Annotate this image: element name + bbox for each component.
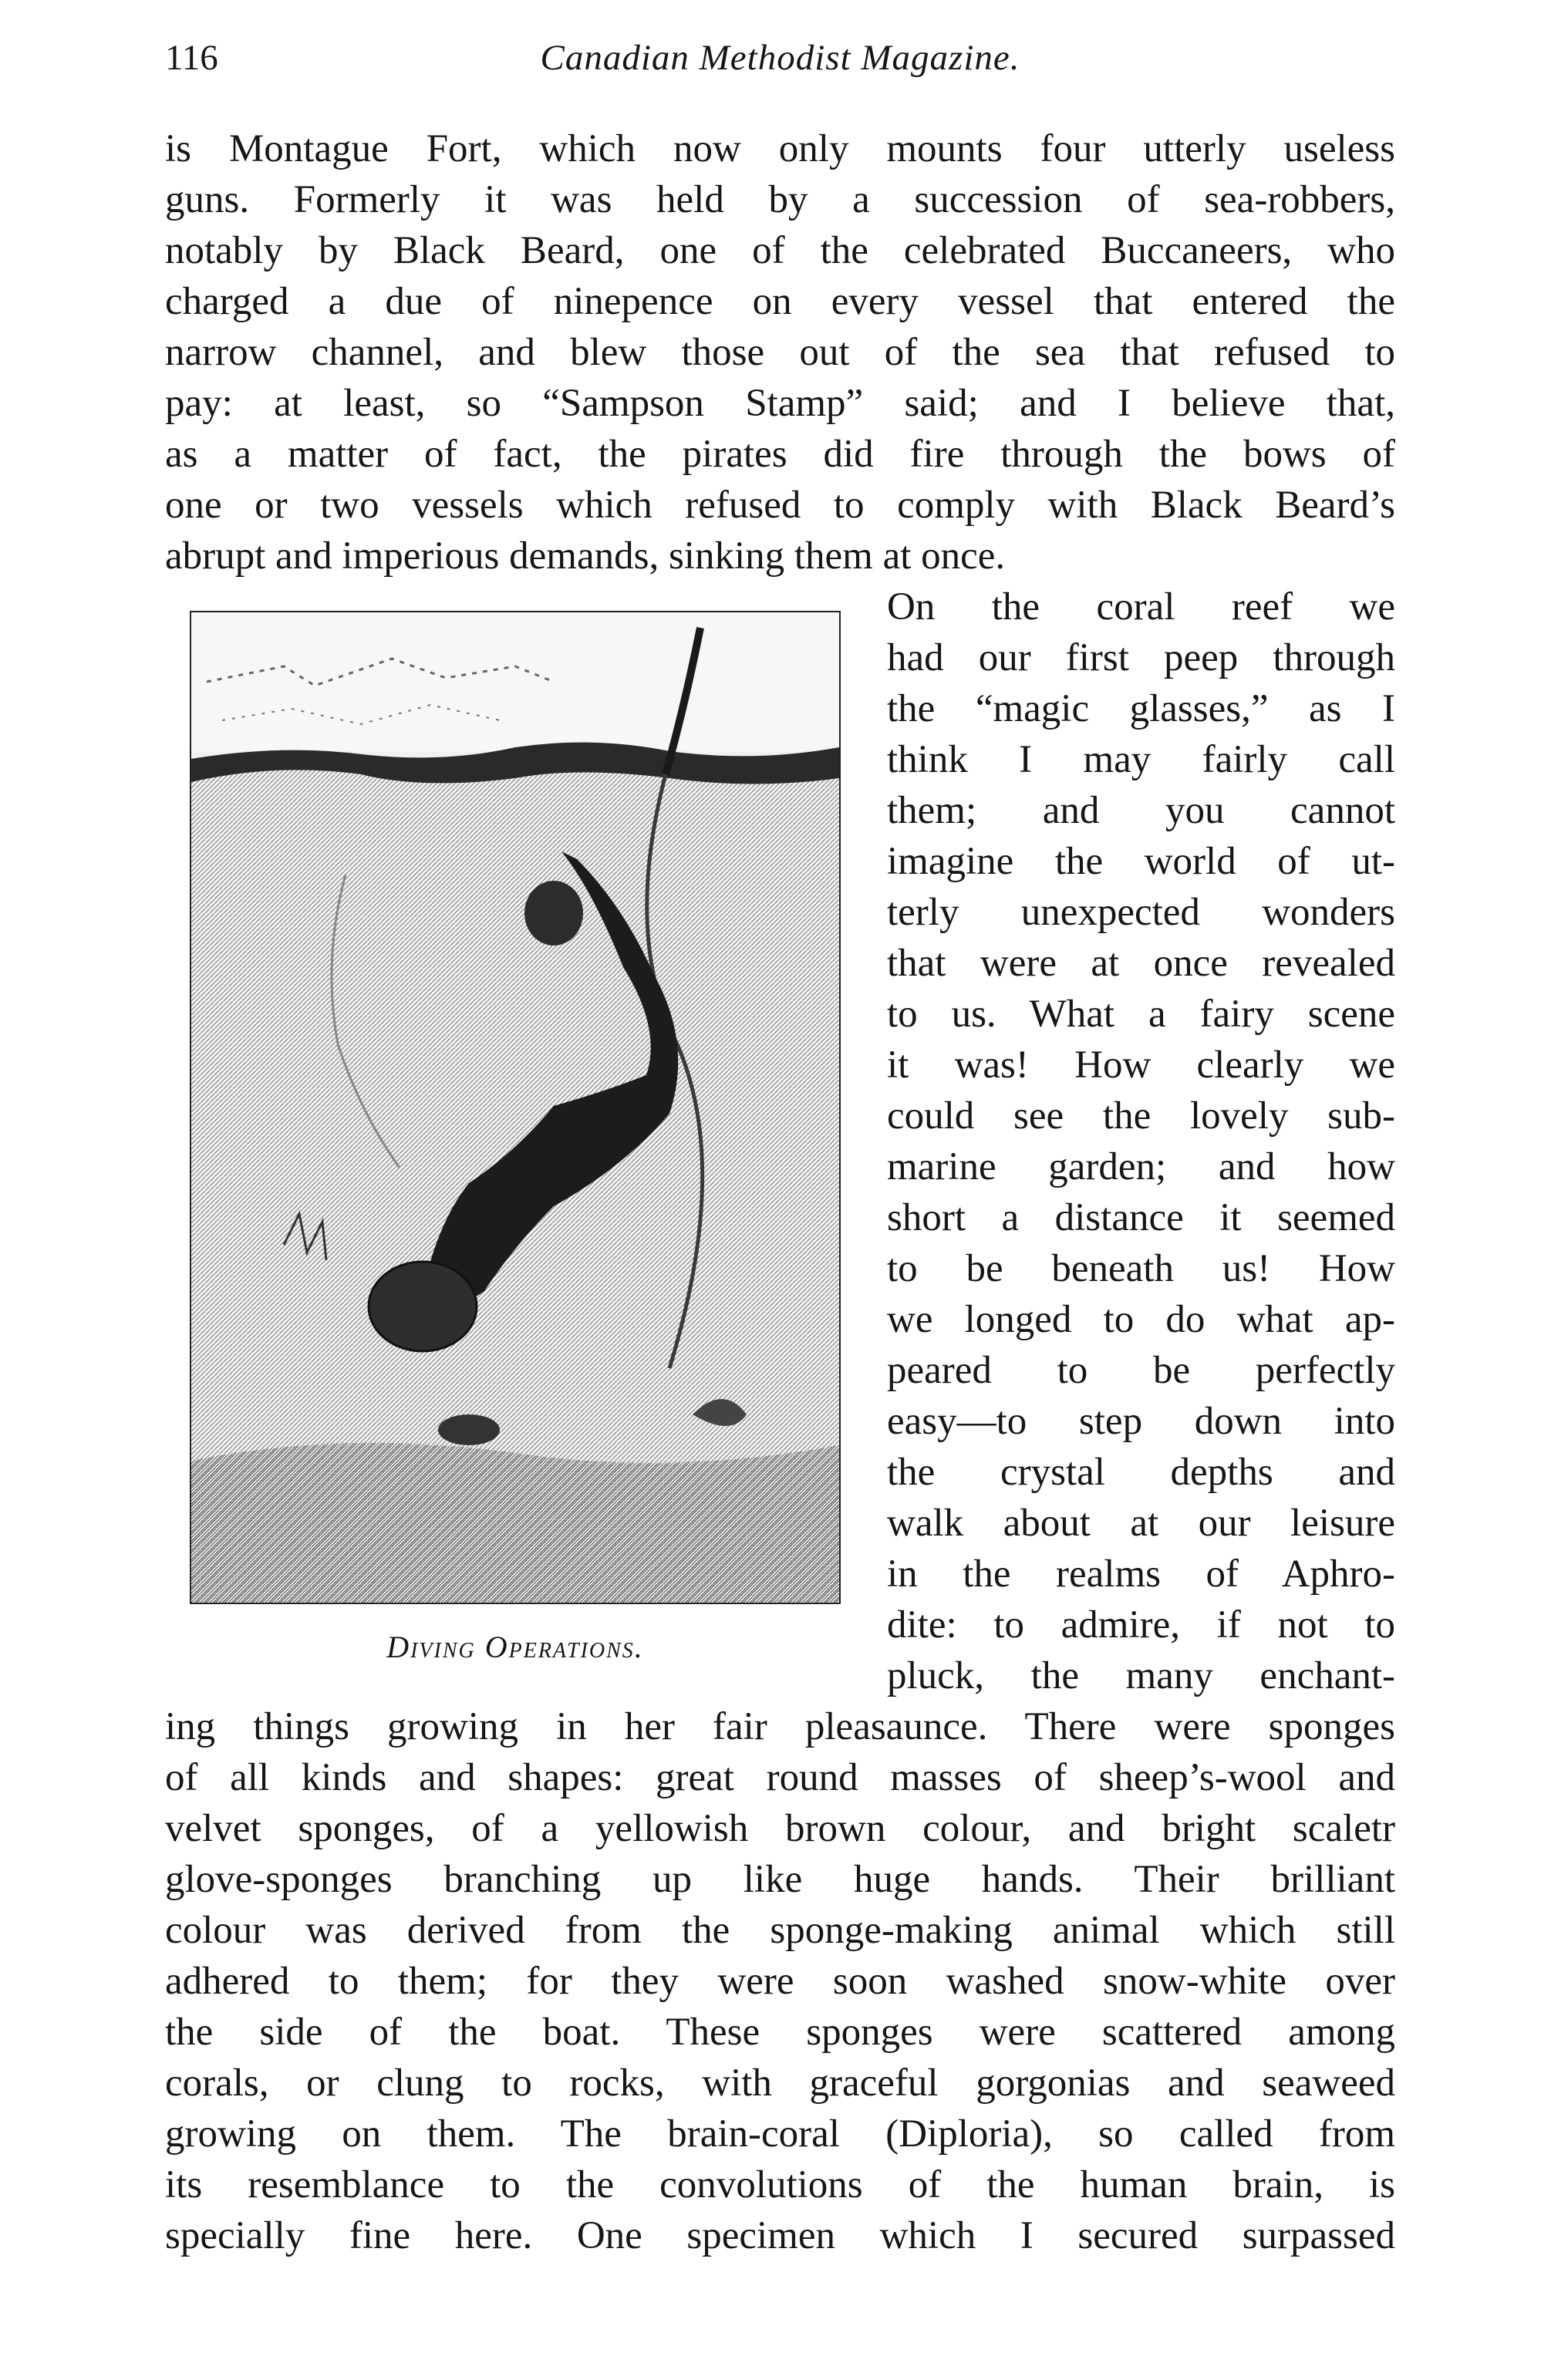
- text-line: the side of the boat. These sponges were scattered among: [165, 2011, 1395, 2054]
- text-line: velvet sponges, of a yellowish brown colour, and bright scaletr: [165, 1807, 1395, 1850]
- text-line: charged a due of ninepence on every vessel that entered the: [165, 280, 1395, 323]
- figure-caption-text: Diving Operations.: [386, 1630, 644, 1664]
- text-line: marine garden; and how: [887, 1145, 1395, 1188]
- text-line: guns. Formerly it was held by a succession of sea-robbers,: [165, 178, 1395, 221]
- text-line: narrow channel, and blew those out of the sea that refused to: [165, 331, 1395, 374]
- text-line: in the realms of Aphro-: [887, 1552, 1395, 1596]
- text-line: easy—to step down into: [887, 1400, 1395, 1443]
- diving-illustration: [190, 611, 841, 1604]
- text-line: short a distance it seemed: [887, 1196, 1395, 1239]
- text-line: growing on them. The brain-coral (Diploria), so called from: [165, 2112, 1395, 2156]
- text-line: of all kinds and shapes: great round masses of sheep’s-wool and: [165, 1756, 1395, 1799]
- text-line: glove-sponges branching up like huge hands. Their brilliant: [165, 1858, 1395, 1901]
- text-line: it was! How clearly we: [887, 1043, 1395, 1087]
- text-line: pay: at least, so “Sampson Stamp” said; and I believe that,: [165, 382, 1395, 425]
- text-line: to us. What a fairy scene: [887, 993, 1395, 1036]
- text-line: terly unexpected wonders: [887, 891, 1395, 934]
- text-line: colour was derived from the sponge-making animal which still: [165, 1909, 1395, 1952]
- text-line: abrupt and imperious demands, sinking them at once.: [165, 534, 1006, 578]
- text-line: its resemblance to the convolutions of the human brain, is: [165, 2163, 1395, 2206]
- text-line: had our first peep through: [887, 636, 1395, 679]
- text-line: adhered to them; for they were soon washed snow-white over: [165, 1960, 1395, 2003]
- text-line: to be beneath us! How: [887, 1247, 1395, 1290]
- page-number: 116: [165, 38, 218, 78]
- figure-caption: [190, 1624, 841, 1670]
- engraving-image: [191, 612, 839, 1603]
- text-line: walk about at our leisure: [887, 1502, 1395, 1545]
- text-line: as a matter of fact, the pirates did fire through the bows of: [165, 433, 1395, 476]
- text-line: pluck, the many enchant-: [887, 1654, 1395, 1697]
- text-line: dite: to admire, if not to: [887, 1603, 1395, 1647]
- text-line: is Montague Fort, which now only mounts four utterly useless: [165, 127, 1395, 170]
- text-line: could see the lovely sub-: [887, 1094, 1395, 1138]
- text-line: peared to be perfectly: [887, 1349, 1395, 1392]
- text-line: think I may fairly call: [887, 738, 1395, 781]
- text-line: the crystal depths and: [887, 1451, 1395, 1494]
- text-line: ing things growing in her fair pleasaunce. There were sponges: [165, 1705, 1395, 1748]
- text-line: one or two vessels which refused to comply with Black Beard’s: [165, 484, 1395, 527]
- text-line: On the coral reef we: [887, 585, 1395, 629]
- page-header: [165, 31, 1395, 85]
- text-line: corals, or clung to rocks, with graceful gorgonias and seaweed: [165, 2061, 1395, 2105]
- text-line: we longed to do what ap-: [887, 1298, 1395, 1341]
- text-line: notably by Black Beard, one of the celebrated Buccaneers, who: [165, 229, 1395, 272]
- running-title: Canadian Methodist Magazine.: [540, 38, 1020, 78]
- text-line: that were at once revealed: [887, 942, 1395, 985]
- text-line: them; and you cannot: [887, 789, 1395, 832]
- text-line: imagine the world of ut-: [887, 840, 1395, 883]
- text-line: the “magic glasses,” as I: [887, 687, 1395, 730]
- text-line: specially fine here. One specimen which I secured surpassed: [165, 2214, 1395, 2257]
